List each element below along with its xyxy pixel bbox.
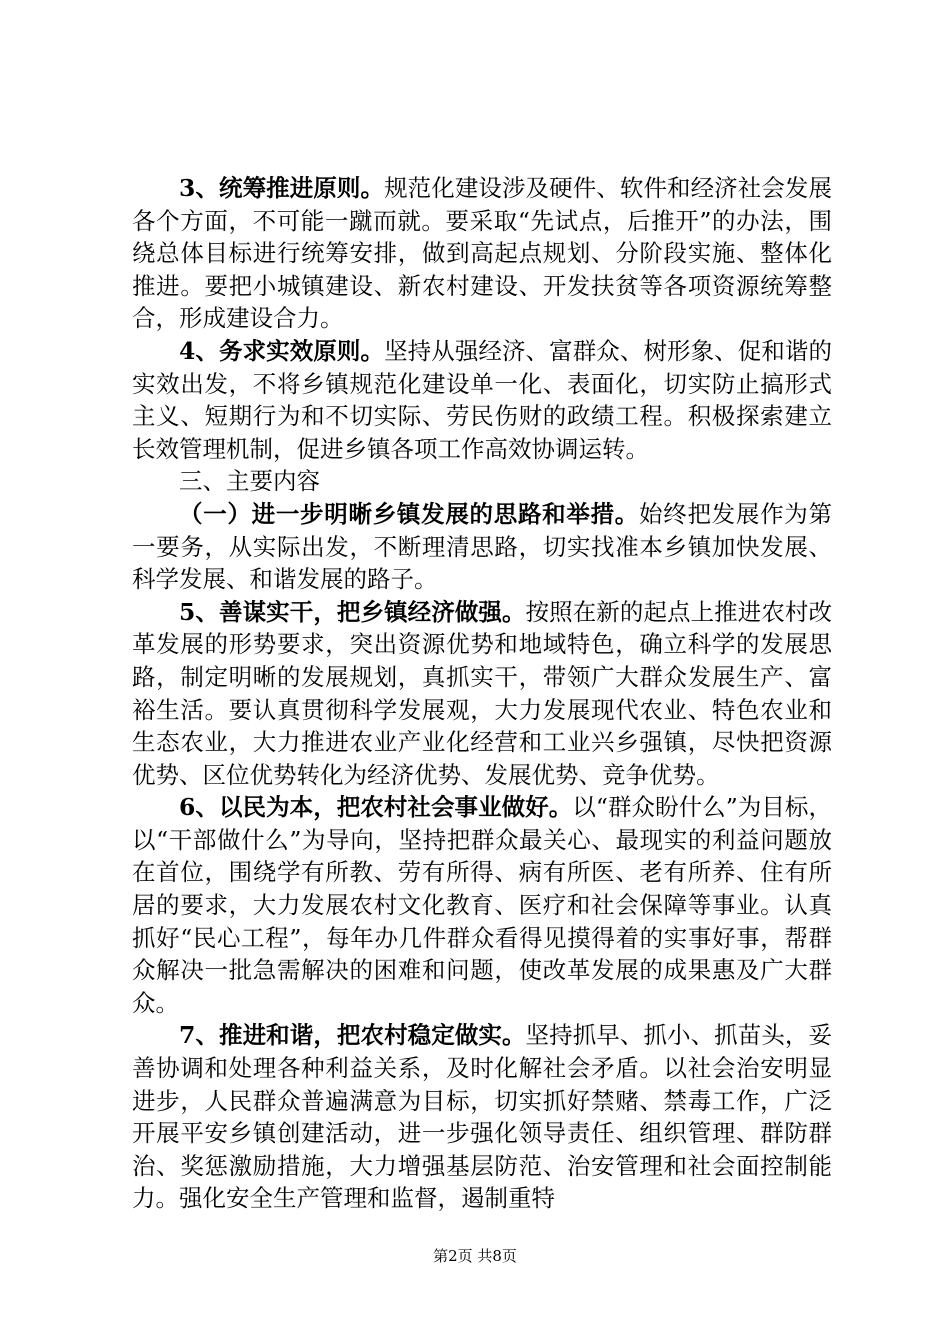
page-number: 第2页 共8页 (433, 1247, 517, 1265)
item-body: 以“群众盼什么”为目标，以“干部做什么”为导向，坚持把群众最关心、最现实的利益问题放在首位，围绕学有所教、劳有所得、病有所医、老有所养、住有所居的要求，大力发展农村文化教育、医疗和社会保障等事业。认真抓好“民心工程”，每年办几件群众看得见摸得着的实事好事，帮群众解决一批急需解决的困难和问题，使改革发展的成果惠及广大群众。 (132, 793, 832, 1017)
item-paragraph-6 (132, 791, 832, 1019)
paragraph-lead: 3、统筹推进原则。 (179, 174, 385, 202)
document-body (132, 172, 832, 1215)
subsection-paragraph (132, 498, 832, 596)
item-lead: 6、以民为本，把农村社会事业做好。 (179, 793, 573, 822)
subsection-lead: （一）进一步明晰乡镇发展的思路和举措。 (179, 499, 640, 528)
paragraph-lead: 4、务求实效原则。 (179, 336, 385, 365)
item-body: 按照在新的起点上推进农村改革发展的形势要求，突出资源优势和地域特色，确立科学的发展思路，制定明晰的发展规划，真抓实干，带领广大群众发展生产、富裕生活。要认真贯彻科学发展观，大力发展现代农业、特色农业和生态农业，大力推进农业产业化经营和工业兴乡强镇，尽快把资源优势、区位优势转化为经济优势、发展优势、竞争优势。 (132, 597, 832, 789)
item-lead: 7、推进和谐，把农村稳定做实。 (179, 1021, 526, 1050)
item-lead: 5、善谋实干，把乡镇经济做强。 (179, 597, 526, 626)
paragraph-principle-3 (132, 172, 832, 335)
item-paragraph-5 (132, 596, 832, 792)
item-body: 坚持抓早、抓小、抓苗头，妥善协调和处理各种利益关系，及时化解社会矛盾。以社会治安明显进步，人民群众普遍满意为目标，切实抓好禁赌、禁毒工作，广泛开展平安乡镇创建活动，进一步强化领导责任、组织管理、群防群治、奖惩激励措施，大力增强基层防范、治安管理和社会面控制能力。强化安全生产管理和监督，遏制重特 (132, 1021, 832, 1213)
item-paragraph-7 (132, 1019, 832, 1215)
page-footer (0, 1246, 950, 1266)
paragraph-body: 规范化建设涉及硬件、软件和经济社会发展各个方面，不可能一蹴而就。要采取“先试点，后推开”的办法，围绕总体目标进行统筹安排，做到高起点规划、分阶段实施、整体化推进。要把小城镇建设、新农村建设、开发扶贫等各项资源统筹整合，形成建设合力。 (132, 174, 833, 333)
subsection-body: 始终把发展作为第一要务，从实际出发，不断理清思路，切实找准本乡镇加快发展、科学发展、和谐发展的路子。 (132, 499, 833, 594)
paragraph-principle-4 (132, 335, 832, 465)
section-heading: 三、主要内容 (179, 467, 320, 496)
paragraph-body: 坚持从强经济、富群众、树形象、促和谐的实效出发，不将乡镇规范化建设单一化、表面化，切实防止搞形式主义、短期行为和不切实际、劳民伤财的政绩工程。积极探索建立长效管理机制，促进乡镇各项工作高效协调运转。 (132, 336, 833, 463)
